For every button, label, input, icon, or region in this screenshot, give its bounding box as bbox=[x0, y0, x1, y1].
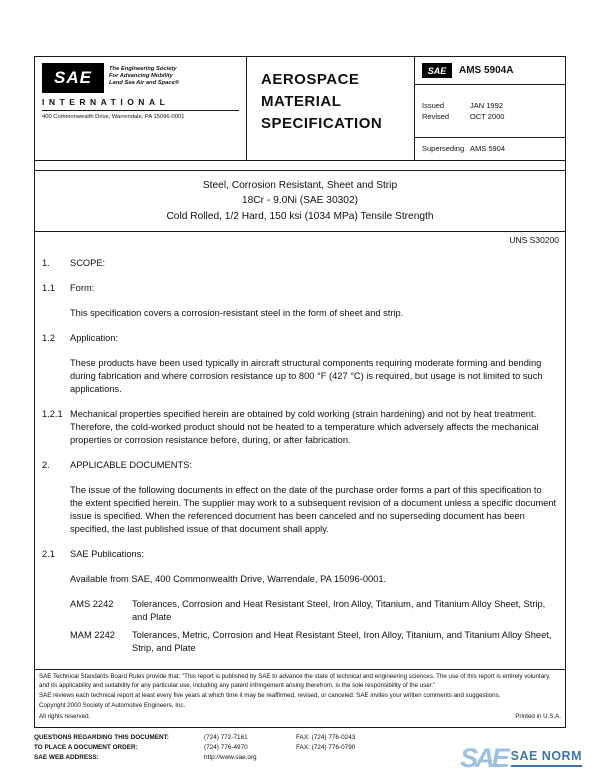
paragraph: Available from SAE, 400 Commonwealth Drive, Warrendale, PA 15096-0001. bbox=[70, 574, 387, 585]
sae-norm-logo bbox=[460, 745, 582, 772]
title-line: 18Cr - 9.0Ni (SAE 30302) bbox=[241, 195, 359, 207]
doc-type-line: MATERIAL bbox=[261, 92, 342, 110]
contact-phone: (724) 772-7161 bbox=[204, 734, 248, 742]
tagline-line: Land Sea Air and Space® bbox=[109, 80, 180, 87]
copyright-line: Copyright 2000 Society of Automotive Engineers, Inc. bbox=[39, 702, 186, 710]
paragraph-text: Mechanical properties specified herein are obtained by cold working (strain hardening) and not by heat treatment. Therefore, the cold-worked product should not be heated to a temperature which adversely affects the mechanical properties or corrosion resistance before, during, or after fabrication. bbox=[70, 409, 539, 446]
sae-norm-monogram: SAE bbox=[460, 743, 507, 773]
paragraph: These products have been used typically in aircraft structural components requiring moderate forming and bending during fabrication and where corrosion resistance up to 800 °F (427 °C) is required, but usage is not limited to such applications. bbox=[70, 357, 543, 394]
sae-logo-small bbox=[422, 63, 452, 78]
letterhead bbox=[35, 57, 565, 161]
uns-number: UNS S30200 bbox=[509, 234, 559, 245]
legal-notices bbox=[35, 669, 565, 727]
contact-label: QUESTIONS REGARDING THIS DOCUMENT: bbox=[34, 734, 169, 742]
section-title: Application: bbox=[70, 332, 119, 343]
review-notice: SAE reviews each technical report at least every five years at which time it may be reaffirmed, revised, or canceled. SAE invites your written comments and suggestions. bbox=[39, 691, 501, 699]
section-title: Form: bbox=[70, 282, 95, 293]
section-heading bbox=[42, 257, 557, 270]
revised-value: OCT 2000 bbox=[470, 112, 505, 121]
section-title: SCOPE: bbox=[70, 257, 106, 268]
title-line: Cold Rolled, 1/2 Hard, 150 ksi (1034 MPa) Tensile Strength bbox=[166, 210, 434, 222]
superseding-value: AMS 5904 bbox=[470, 144, 506, 153]
numbered-paragraph bbox=[42, 408, 557, 447]
printed-in: Printed in U.S.A. bbox=[515, 712, 561, 720]
contact-fax: FAX: (724) 776-0243 bbox=[296, 734, 356, 742]
sae-logo-small-text: SAE bbox=[427, 65, 447, 76]
doc-meta-panel bbox=[415, 57, 565, 160]
issued-value: JAN 1992 bbox=[470, 101, 503, 110]
contact-info bbox=[34, 733, 394, 763]
section-heading bbox=[42, 548, 557, 561]
tagline-line: For Advancing Mobility bbox=[109, 73, 173, 80]
document-frame bbox=[34, 56, 566, 728]
reference-code: AMS 2242 bbox=[70, 599, 114, 610]
rights-reserved: All rights reserved. bbox=[39, 712, 91, 720]
reference-list bbox=[42, 598, 557, 655]
section-title: APPLICABLE DOCUMENTS: bbox=[70, 460, 192, 471]
section-heading bbox=[42, 282, 557, 295]
contact-label: SAE WEB ADDRESS: bbox=[34, 753, 99, 761]
section-title: SAE Publications: bbox=[70, 549, 144, 560]
section-number: 1. bbox=[42, 257, 50, 268]
rights-row bbox=[39, 713, 561, 721]
sae-norm-underline bbox=[511, 765, 582, 767]
title-line: Steel, Corrosion Resistant, Sheet and Strip bbox=[202, 180, 398, 191]
document-content bbox=[34, 56, 566, 763]
tsb-rules-notice: SAE Technical Standards Board Rules provide that: "This report is published by SAE to advance the state of technical and engineering sciences. The use of this report is entirely voluntary, and its applicability and suitability for any particular use, including any patent infringement arising therefrom, is the sole responsibility of the user." bbox=[39, 673, 551, 689]
doc-number-row bbox=[415, 57, 565, 85]
reference-code: MAM 2242 bbox=[70, 630, 115, 641]
revision-history bbox=[415, 85, 565, 138]
section-heading bbox=[42, 332, 557, 345]
contact-fax: FAX: (724) 776-0790 bbox=[296, 743, 356, 751]
doc-type-line: AEROSPACE bbox=[261, 71, 360, 88]
letterhead-left bbox=[35, 57, 247, 160]
superseding-label: Superseding bbox=[422, 144, 465, 153]
reference-title: Tolerances, Metric, Corrosion and Heat Resistant Steel, Iron Alloy, Titanium, and Titanium Alloy Sheet, Strip, and Plate bbox=[132, 630, 552, 654]
doc-number: AMS 5904A bbox=[459, 65, 514, 76]
section-heading bbox=[42, 459, 557, 472]
sae-tagline bbox=[109, 63, 179, 88]
section-number: 2.1 bbox=[42, 549, 55, 560]
issued-label: Issued bbox=[422, 101, 445, 110]
section-number: 1.2 bbox=[42, 332, 55, 343]
reference-title: Tolerances, Corrosion and Heat Resistant Steel, Iron Alloy, Titanium, and Titanium Alloy Sheet, Strip, and Plate bbox=[132, 599, 546, 623]
document-body bbox=[35, 245, 565, 669]
section-number: 1.2.1 bbox=[42, 409, 63, 419]
paragraph: The issue of the following documents in effect on the date of the purchase order forms a part of this specification to the extent specified herein. The supplier may work to a subsequent revision of a document unless a specific document issue is specified. When the referenced document has been canceled and no superseding document has been specified, the last published issue of that document shall apply. bbox=[70, 485, 557, 535]
international-label: INTERNATIONAL bbox=[42, 97, 239, 111]
letterhead-address: 400 Commonwealth Drive, Warrendale, PA 15096-0001 bbox=[42, 114, 185, 120]
contact-phone: (724) 776-4970 bbox=[204, 743, 248, 751]
section-number: 1.1 bbox=[42, 282, 55, 293]
sae-logo bbox=[42, 63, 104, 93]
sae-logo-text: SAE bbox=[54, 68, 92, 87]
contact-web-url: http://www.sae.org bbox=[204, 753, 257, 761]
sae-norm-name-block bbox=[511, 750, 582, 767]
superseding-row bbox=[415, 138, 565, 160]
doc-type-title bbox=[247, 57, 415, 160]
sae-norm-name: SAE NORM bbox=[510, 749, 582, 764]
tagline-line: The Engineering Society bbox=[109, 66, 177, 72]
revised-label: Revised bbox=[422, 112, 450, 121]
paragraph: This specification covers a corrosion-resistant steel in the form of sheet and strip. bbox=[70, 307, 404, 318]
contact-label: TO PLACE A DOCUMENT ORDER: bbox=[34, 743, 138, 751]
contact-fax bbox=[296, 753, 394, 763]
section-number: 2. bbox=[42, 460, 50, 471]
document-title bbox=[35, 170, 565, 232]
doc-type-line: SPECIFICATION bbox=[261, 114, 383, 132]
